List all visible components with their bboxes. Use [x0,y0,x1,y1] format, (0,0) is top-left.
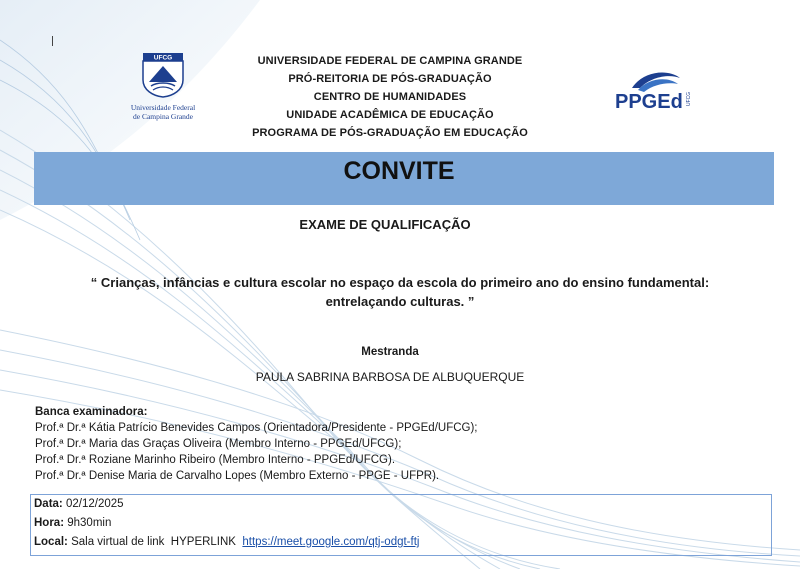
ppged-logo [612,66,692,116]
committee-member: Prof.ª Dr.ª Roziane Marinho Ribeiro (Membro Interno - PPGEd/UFCG). [35,454,396,466]
header-line-university: UNIVERSIDADE FEDERAL DE CAMPINA GRANDE [257,55,523,67]
thesis-title-line1: “ Crianças, infâncias e cultura escolar no espaço da escola do primeiro ano do ensino fundamental: [90,275,710,290]
place-label: Local: [34,536,68,548]
header-line-unit: UNIDADE ACADÊMICA DE EDUCAÇÃO [286,109,494,121]
place-line [34,536,419,548]
ufcg-caption-line2: de Campina Grande [133,112,193,121]
time-label: Hora: [34,517,65,529]
svg-text:UFCG: UFCG [153,54,173,62]
thesis-title-line2: entrelaçando culturas. ” [325,294,475,309]
committee-heading: Banca examinadora: [35,406,148,418]
student-role: Mestranda [361,346,419,358]
date-value: 02/12/2025 [65,498,124,510]
header-line-program: PROGRAMA DE PÓS-GRADUAÇÃO EM EDUCAÇÃO [252,127,528,139]
student-name: PAULA SABRINA BARBOSA DE ALBUQUERQUE [255,370,525,384]
date-line [34,498,124,510]
place-value: Sala virtual de link HYPERLINK [71,536,240,548]
svg-text:UFCG: UFCG [686,91,692,106]
text-cursor [52,36,53,46]
committee-member: Prof.ª Dr.ª Maria das Graças Oliveira (Membro Interno - PPGEd/UFCG); [35,438,402,450]
exam-type: EXAME DE QUALIFICAÇÃO [299,217,471,232]
header-line-center: CENTRO DE HUMANIDADES [313,91,467,103]
ufcg-logo [127,52,199,122]
committee-member: Prof.ª Dr.ª Kátia Patrício Benevides Campos (Orientadora/Presidente - PPGEd/UFCG); [35,422,478,434]
ufcg-shield-icon [141,52,185,98]
ufcg-caption-line1: Universidade Federal [130,103,196,112]
date-label: Data: [34,498,63,510]
meeting-link[interactable]: https://meet.google.com/qtj-odgt-ftj [242,536,420,548]
event-info-box [30,494,772,556]
invitation-title: CONVITE [343,157,455,185]
time-value: 9h30min [67,517,112,529]
committee-member: Prof.ª Dr.ª Denise Maria de Carvalho Lopes (Membro Externo - PPGE - UFPR). [35,470,440,482]
institution-header [230,52,550,142]
time-line [34,517,111,529]
thesis-title [60,273,740,311]
committee-section [35,404,595,484]
svg-text:PPGEd: PPGEd [615,91,683,113]
header-line-pro-rectorate: PRÓ-REITORIA DE PÓS-GRADUAÇÃO [288,73,492,85]
